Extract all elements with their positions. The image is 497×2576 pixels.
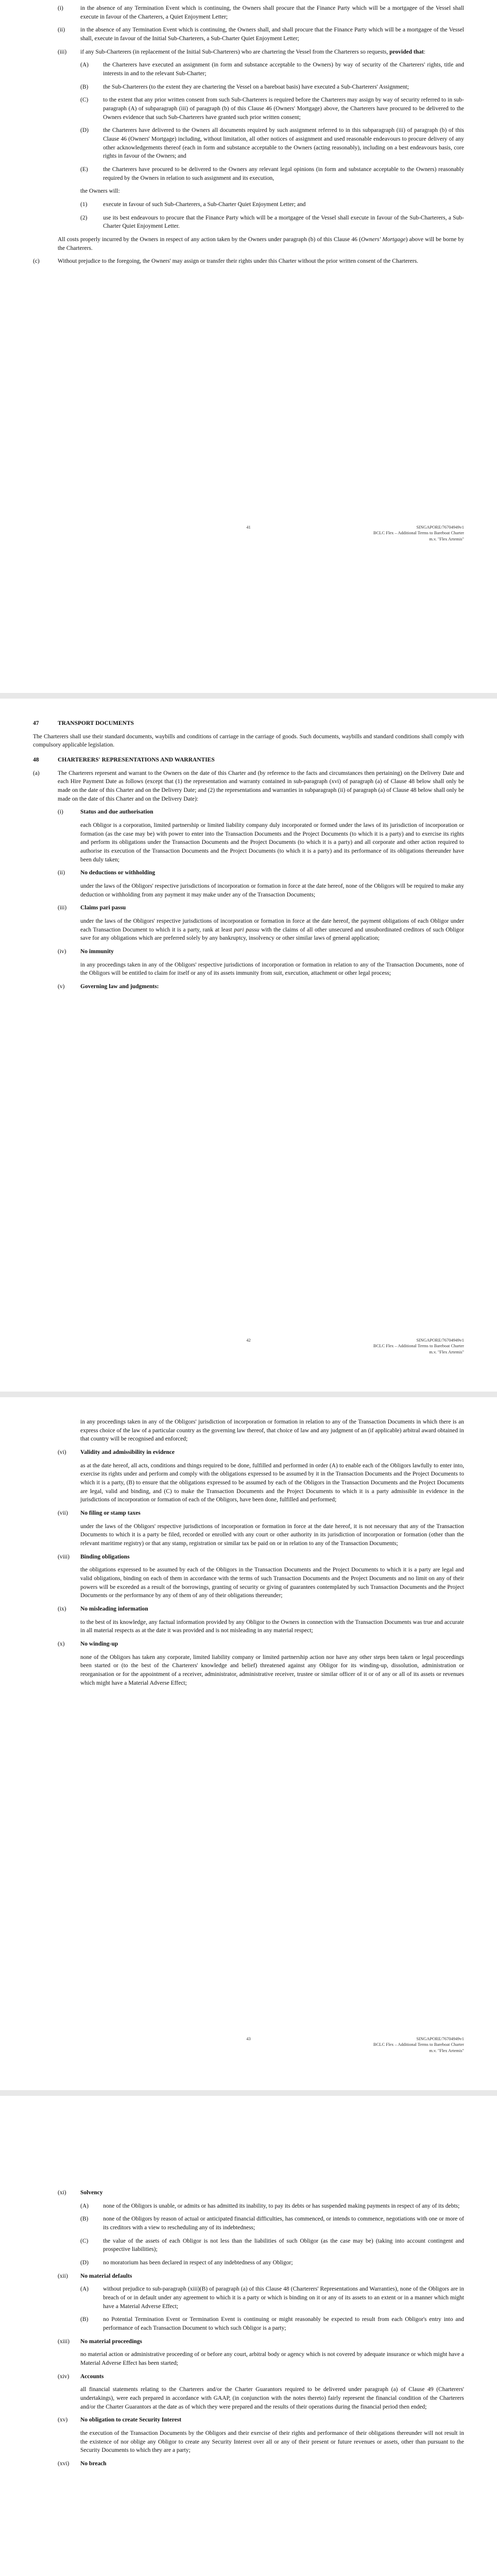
sub-clause-item: (1) execute in favour of such Sub-Charterers, a Sub-Charter Quiet Enjoyment Letter; and [80,201,306,208]
subheading: (xv) No obligation to create Security Interest [58,2417,181,2424]
subclause-text: in any proceedings taken in any of the Obligors' jurisdiction of incorporation or formation in relation to any of the Transaction Documents in which there is an express choice of the law of a particular country as the governing law thereof, that choice of law and any judgment of an (if applicable) arbitral award obtained in that country will be recognised and enforced; [80,1419,464,1443]
sub-clause-item: (E) the Charterers have procured to be delivered to the Owners any relevant legal opinions (in form and substance acceptable to the Owners) reasonably required by the Owners in relation to such assignment and its execution, [80,166,464,181]
sub-clause-item: (C) the value of the assets of each Obligor is not less than the liabilities of such Obligor (as the case may be) (taking into account contingent and prospective liabilities); [80,2238,464,2253]
clause-item: (ii) in the absence of any Termination Event which is continuing, the Owners shall, and shall procure that the Finance Party which will be a mortgagee of the Vessel shall, execute in favour of the Initial Sub-Charterers, a Sub-Charter Quiet Enjoyment Letter; [58,27,464,42]
subclause-text: under the laws of the Obligors' respective jurisdictions of incorporation or formation in force at the date hereof, none of the Obligors will be required to make any deduction or withholding from any payment it may make under any of the Transaction Documents; [80,883,464,898]
subclause-text: no material action or administrative proceeding of or before any court, arbitral body or agency which is not covered by adequate insurance or which might have a Material Adverse Effect has been started; [80,2351,464,2367]
footer-reference: SINGAPORE/76704949v1 BCLC Flex – Additional Terms to Bareboat Charter m.v. "Flex Artemis" [373,524,464,541]
clause-item-iii: (iii) if any Sub-Charterers (in replacement of the Initial Sub-Charterers) who are chartering the Vessel from the Charterers so requests, provided that: [58,48,425,55]
clause-item: (i) in the absence of any Termination Event which is continuing, the Owners shall procure that the Finance Party which will be a mortgagee of the Vessel shall execute in favour of the Charterers, a Quiet Enjoyment Letter; [58,5,464,20]
subheading: (xii) No material defaults [58,2273,132,2279]
sub-clause-item: (A) the Charterers have executed an assignment (in form and substance acceptable to the Owners) by way of security of the Charterers' rights, title and interests in and to the relevant Sub-Charter; [80,62,464,77]
sub-clause-item: (B) no Potential Termination Event or Termination Event is continuing or might reasonably be expected to result from each Obligor's entry into and performance of each Transaction Document to which such Obligor is a party; [80,2316,464,2332]
costs-paragraph: All costs properly incurred by the Owners in respect of any action taken by the Owners under paragraph (b) of this Clause 46 (Owners' Mortgage) above will be borne by the Charterers. [58,236,464,251]
subheading: (iv) No immunity [58,948,114,955]
sub-clause-item: (C) to the extent that any prior written consent from such Sub-Charterers is required before the Charterers may assign by way of security referred to in sub-paragraph (A) of subparagraph (iii) of paragraph (b) of this Clause 46 (Owners' Mortgage) above, the Charterers have procured to be delivered to the Owners evidence that such Sub-Charterers have granted such prior written consent; [80,97,464,121]
document-page-4 [0,2096,497,2576]
owners-will-text: the Owners will: [80,188,120,195]
subheading: (ix) No misleading information [58,1606,148,1613]
subheading: (iii) Claims pari passu [58,905,126,911]
subclause-text: the execution of the Transaction Documents by the Obligors and their exercise of their rights and performance of their obligations thereunder will not result in the existence of nor oblige any Obligor to create any Security Interest over all or any of their present or future revenues or assets, other than pursuant to the Security Documents to which they are a party; [80,2430,464,2454]
subclause-text: in any proceedings taken in any of the Obligors' respective jurisdictions of incorporation or formation in relation to any of the Transaction Documents, none of the Obligors will be entitled to claim for itself or any of its assets immunity from suit, execution, attachment or other legal process; [80,961,464,977]
clause-48-a: (a) The Charterers represent and warrant to the Owners on the date of this Charter and (by reference to the facts and circumstances then pertaining) on the Delivery Date and each Hire Payment Date as follows (except that (1) the representation and warranty contained in sub-paragraph (xvi) of paragraph (a) of Clause 48 below shall only be made on the date of this Charter and on the Delivery Date; and (2) the representations and warranties in subparagraph (ii) of paragraph (a) of Clause 48 below shall only be made on the date of this Charter and on the Delivery Date): [33,770,464,802]
subheading: (xiv) Accounts [58,2373,104,2380]
subheading: (v) Governing law and judgments: [58,984,159,990]
document-page-3 [0,1397,497,2090]
clause-item-c: (c) Without prejudice to the foregoing, the Owners' may assign or transfer their rights under this Charter without the prior written consent of the Charterers. [33,258,419,265]
subclause-text: none of the Obligors has taken any corporate, limited liability company or limited partnership action nor have any other steps been taken or legal proceedings been started or (to the best of the Charterers' knowledge and belief) threatened against any Obligor for its winding-up, dissolution, administration or reorganisation or for the appointment of a receiver, administrator, administrative receiver, trustee or similar officer of it or of any or all of its assets or revenues which might have a Material Adverse Effect; [80,1654,464,1686]
sub-clause-item: (B) the Sub-Charterers (to the extent they are chartering the Vessel on a bareboat basis) have executed a Sub-Charterers' Assignment; [80,83,409,90]
subclause-text: under the laws of the Obligors' respective jurisdictions of incorporation or formation in force at the date hereof, the payment obligations of each Obligor under each Transaction Document to which it is a party, rank at least pari passu with the claims of all other unsecured and unsubordinated creditors of such Obligor save for any obligations which are preferred solely by any bankruptcy, insolvency or other similar laws of general application; [80,918,465,942]
subheading: (xiii) No material proceedings [58,2338,142,2345]
clause-47-text: The Charterers shall use their standard documents, waybills and conditions of carriage in the carriage of goods. Such documents, waybills and standard conditions shall comply with compulsory applicable legislation. [33,733,464,749]
subclause-text: as at the date hereof, all acts, conditions and things required to be done, fulfilled and performed in order (A) to enable each of the Obligors lawfully to enter into, exercise its rights under and perform and comply with the obligations expressed to be assumed by it in the Transaction Documents and the Project Documents to which it is a party, (B) to ensure that the obligations expressed to be assumed by each of the Obligors in the Transaction Documents and the Project Documents are legal, valid and binding, and (C) to make the Transaction Documents and the Project Documents to which it is a party admissible in evidence in the jurisdictions of incorporation or formation of each of the Obligors, have been done, fulfilled and performed; [80,1462,464,1503]
clause-heading-48: 48 CHARTERERS' REPRESENTATIONS AND WARRANTIES [33,757,215,764]
footer-reference: SINGAPORE/76704949v1 BCLC Flex – Additional Terms to Bareboat Charter m.v. "Flex Artemis" [373,2036,464,2053]
clause-heading-47: 47 TRANSPORT DOCUMENTS [33,720,134,726]
document-page-1 [0,0,497,693]
sub-clause-item: (A) without prejudice to sub-paragraph (xiii)(B) of paragraph (a) of this Clause 48 (Charterers' Representations and Warranties), none of the Obligors are in breach of or in default under any agreement to which it is a party or which is binding on it or any of its assets to an extent or in a manner which might have a Material Adverse Effect; [80,2286,464,2310]
subheading: (ii) No deductions or withholding [58,870,156,876]
sub-clause-item: (2) use its best endeavours to procure that the Finance Party which will be a mortgagee of the Vessel shall execute in favour of the Sub-Charterers, a Sub-Charter Quiet Enjoyment Letter. [80,214,464,230]
sub-clause-item: (B) none of the Obligors by reason of actual or anticipated financial difficulties, has commenced, or intends to commence, negotiations with one or more of its creditors with a view to rescheduling any of its indebtedness; [80,2216,464,2231]
subheading: (i) Status and due authorisation [58,809,153,816]
subclause-text: each Obligor is a corporation, limited partnership or limited liability company duly incorporated or formed under the laws of its jurisdiction of incorporation or formation (as the case may be) with power to enter into the Transaction Documents and the Project Documents (to which it is a party) and to exercise its rights and perform its obligations under the Transaction Documents and the Project Documents (to which it is a party) and all corporate and other action required to authorise its execution of the Transaction Documents and the Project Documents (to which it is a party) and its performance of its obligations thereunder have been duly taken; [80,822,464,863]
page-number: 43 [246,2036,251,2041]
subclause-text: all financial statements relating to the Charterers and/or the Charter Guarantors required to be delivered under paragraph (a) of Clause 49 (Charterers' undertakings), were each prepared in accordance with GAAP, (in conjunction with the notes thereto) fairly represent the financial condition of the Charterers and/or the Charter Guarantors at the date as of which they were prepared and the results of their operations during the financial period then ended; [80,2386,464,2410]
subclause-text: the obligations expressed to be assumed by each of the Obligors in the Transaction Documents and the Project Documents to which it is a party are legal and valid obligations, binding on each of them in accordance with the terms of such Transaction Documents and the Project Documents and no limit on any of their powers will be exceeded as a result of the borrowings, granting of security or giving of guarantees contemplated by such Transaction Documents and the Project Documents or the performance by any of them of any of their obligations thereunder; [80,1567,464,1599]
subclause-text: under the laws of the Obligors' respective jurisdictions of incorporation or formation in force at the date hereof, it is not necessary that any of the Transaction Documents to which it is a party be filed, recorded or enrolled with any court or other authority in its jurisdiction of incorporation or formation (other than the relevant maritime registry) or that any stamp, registration or similar tax be paid on or in relation to any of the Transaction Documents; [80,1523,464,1547]
subclause-text: to the best of its knowledge, any factual information provided by any Obligor to the Owners in connection with the Transaction Documents was true and accurate in all material respects as at the date it was provided and is not misleading in any material respect; [80,1619,464,1634]
document-page-2 [0,699,497,1392]
page-number: 42 [246,1337,251,1343]
subheading: (xvi) No breach [58,2461,107,2467]
subheading: (vi) Validity and admissibility in evidence [58,1449,175,1456]
page-number: 41 [246,524,251,530]
subheading: (x) No winding-up [58,1641,118,1648]
subheading: (vii) No filing or stamp taxes [58,1510,141,1517]
sub-clause-item: (D) the Charterers have delivered to the Owners all documents required by such assignment referred to in this subparagraph (iii) of paragraph (b) of this Clause 46 (Owners' Mortgage) including, without limitation, all other notices of assignment and used reasonable endeavours to procure delivery of any other acknowledgements thereof (each in form and substance acceptable to the Owners (acting reasonably), including on a best endeavours basis, core rights in favour of the Owners; and [80,127,464,160]
subheading: (xi) Solvency [58,2190,103,2196]
subheading: (viii) Binding obligations [58,1553,130,1560]
footer-reference: SINGAPORE/76704949v1 BCLC Flex – Additional Terms to Bareboat Charter m.v. "Flex Artemis" [373,1337,464,1354]
sub-clause-item: (D) no moratorium has been declared in respect of any indebtedness of any Obligor; [80,2260,293,2266]
sub-clause-item: (A) none of the Obligors is unable, or admits or has admitted its inability, to pay its debts or has suspended making payments in respect of any of its debts; [80,2202,460,2209]
